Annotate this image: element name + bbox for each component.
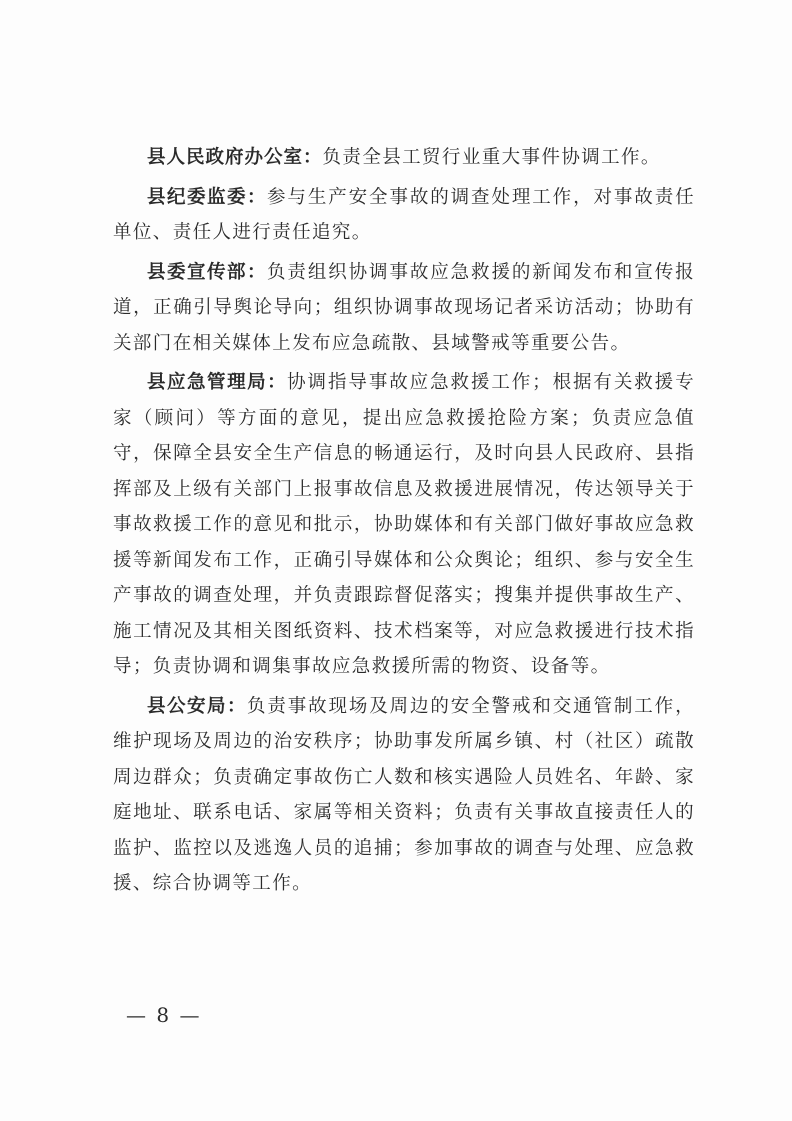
paragraph-heading: 县人民政府办公室： bbox=[147, 147, 323, 168]
paragraph-discipline-commission bbox=[113, 180, 695, 251]
paragraph-heading: 县公安局： bbox=[147, 695, 247, 717]
paragraph-text: 负责组织协调事故应急救援的新闻发布和宣传报道，正确引导舆论导向；组织协调事故现场记者采访活动；协助有关部门在相关媒体上发布应急疏散、县域警戒等重要公告。 bbox=[113, 261, 695, 354]
page-number: — 8 — bbox=[126, 1003, 202, 1027]
paragraph-emergency-management-bureau bbox=[113, 365, 695, 685]
paragraph-text: 负责全县工贸行业重大事件协调工作。 bbox=[322, 147, 661, 168]
paragraph-public-security-bureau bbox=[113, 689, 695, 902]
paragraph-text: 负责事故现场及周边的安全警戒和交通管制工作，维护现场及周边的治安秩序；协助事发所属乡镇、村（社区）疏散周边群众；负责确定事故伤亡人数和核实遇险人员姓名、年龄、家庭地址、联系电话、家属等相关资料；负责有关事故直接责任人的监护、监控以及逃逸人员的追捕；参加事故的调查与处理、应急救援、综合协调等工作。 bbox=[113, 695, 695, 894]
paragraph-heading: 县委宣传部： bbox=[147, 261, 268, 283]
paragraph-text: 参与生产安全事故的调查处理工作，对事故责任单位、责任人进行责任追究。 bbox=[113, 186, 695, 243]
paragraph-county-government-office bbox=[113, 140, 695, 176]
paragraph-text: 协调指导事故应急救援工作；根据有关救援专家（顾问）等方面的意见，提出应急救援抢险方案；负责应急值守，保障全县安全生产信息的畅通运行，及时向县人民政府、县指挥部及上级有关部门上报事故信息及救援进展情况，传达领导关于事故救援工作的意见和批示，协助媒体和有关部门做好事故应急救援等新闻发布工作，正确引导媒体和公众舆论；组织、参与安全生产事故的调查处理，并负责跟踪督促落实；搜集并提供事故生产、施工情况及其相关图纸资料、技术档案等，对应急救援进行技术指导；负责协调和调集事故应急救援所需的物资、设备等。 bbox=[113, 372, 695, 677]
paragraph-publicity-department bbox=[113, 255, 695, 362]
document-body bbox=[113, 140, 695, 906]
paragraph-heading: 县应急管理局： bbox=[147, 372, 288, 393]
paragraph-heading: 县纪委监委： bbox=[147, 186, 268, 208]
